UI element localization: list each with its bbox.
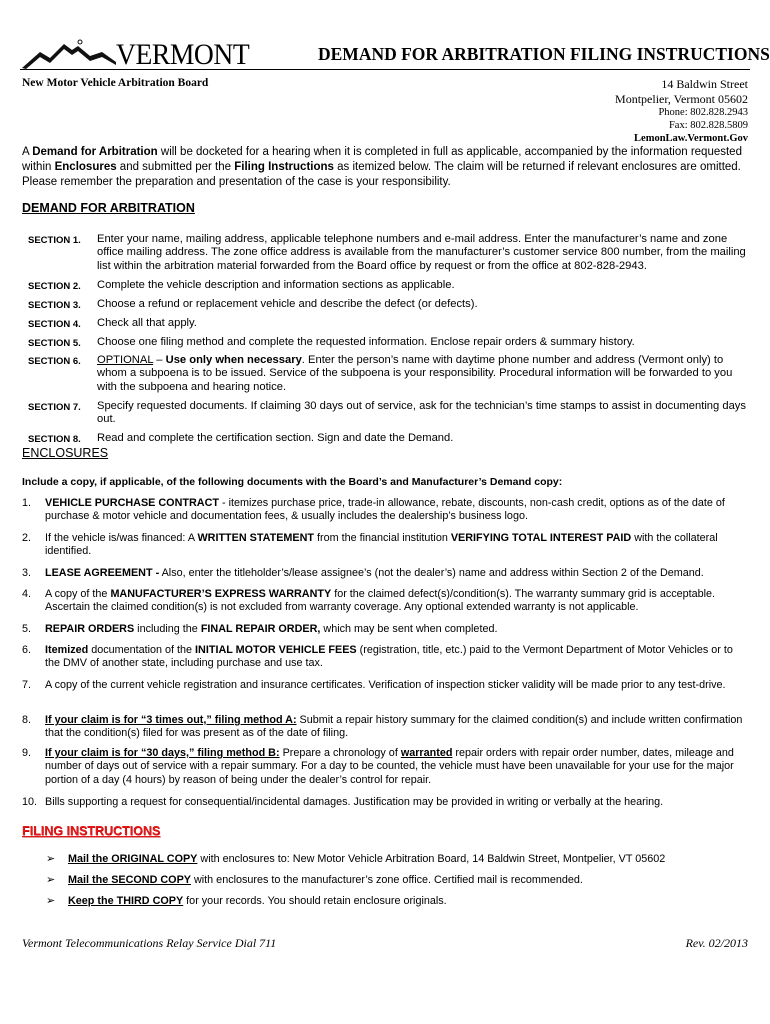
enclosures-heading: ENCLOSURES (22, 446, 109, 460)
item-bold: Keep the THIRD COPY (68, 895, 184, 907)
list-item (22, 679, 750, 714)
demand-sections (28, 233, 748, 448)
intro-enclosures-term: Enclosures (54, 161, 117, 173)
section-row (28, 298, 748, 317)
item-body: repair orders with repair order number, dates, mileage and number of days out of service with a repair summary. For a day to be counted, the vehicle must have been unavailable for your use for the major portion of a day (4 hours) by reason of being under the dealer’s control for repair. (45, 747, 734, 786)
section-label: SECTION 6. (28, 356, 81, 367)
section-row (28, 279, 748, 298)
board-name: New Motor Vehicle Arbitration Board (22, 77, 209, 89)
item-number: 3. (22, 567, 32, 579)
item-body: A copy of the (45, 588, 111, 600)
item-body: for your records. You should retain enclosure originals. (183, 895, 447, 907)
fax-number: Fax: 802.828.5809 (668, 119, 748, 131)
list-item (22, 747, 750, 796)
section-text: Choose a refund or replacement vehicle and describe the defect (or defects). (97, 298, 478, 310)
item-text (68, 853, 746, 874)
item-bold: Mail the ORIGINAL COPY (68, 853, 198, 865)
item-text (45, 714, 750, 747)
page-title: DEMAND FOR ARBITRATION FILING INSTRUCTIONS (318, 44, 770, 64)
intro-demand-term: Demand for Arbitration (32, 146, 158, 158)
section-label: SECTION 1. (28, 235, 81, 246)
item-body: including the (134, 623, 201, 635)
demand-heading: DEMAND FOR ARBITRATION (22, 201, 195, 215)
section-text: Enter your name, mailing address, applicable telephone numbers and e-mail address. Enter the manufacturer’s name and zone office mailing address. The zone office address is available from the manufacturer’s customer service 800 number, from the mailing list within the arbitration material forwarded from the Board office by request or from the office at 802-828-2943. (97, 233, 746, 272)
list-item (46, 853, 746, 874)
vermont-logo (20, 38, 250, 72)
footer-revision: Rev. 02/2013 (685, 936, 748, 950)
enclosures-list (22, 497, 750, 816)
section-label: SECTION 3. (28, 300, 81, 311)
item-body: (registration, title, etc.) paid to the Vermont Department of Motor Vehicles or to the DMV of another state, including purchase and use tax. (45, 644, 733, 670)
item-bold: Mail the SECOND COPY (68, 874, 191, 886)
item-bold: WRITTEN STATEMENT (197, 532, 315, 544)
list-item (22, 623, 750, 644)
section-text: Read and complete the certification section. Sign and date the Demand. (97, 432, 454, 444)
item-body: for the claimed defect(s)/condition(s). The warranty summary grid is acceptable. Ascertain the claimed condition(s) is not excluded from warranty coverage. Any optional extended warranty is not applicable. (45, 588, 716, 614)
intro-text: will be docketed for a hearing when it is completed in full as applicable, accompanied by the information requested within (22, 146, 742, 173)
item-text (45, 644, 750, 679)
item-bold: VEHICLE PURCHASE CONTRACT (45, 497, 219, 509)
intro-filing-term: Filing Instructions (234, 161, 334, 173)
address-city: Montpelier, Vermont 05602 (615, 92, 748, 106)
item-number: 9. (22, 747, 32, 759)
list-item (22, 532, 750, 567)
section-row (28, 400, 748, 432)
arrow-bullet-icon: ➢ (46, 853, 56, 865)
item-number: 7. (22, 679, 32, 691)
item-number: 5. (22, 623, 32, 635)
section-text: Specify requested documents. If claiming 30 days out of service, ask for the technician’s time stamps to assist in documenting days out. (97, 400, 746, 426)
item-text (45, 747, 750, 796)
item-bold: Itemized (45, 644, 89, 656)
logo-text: VERMONT (116, 38, 250, 71)
list-item (46, 874, 746, 895)
section-label: SECTION 8. (28, 434, 81, 445)
intro-paragraph (22, 145, 750, 190)
intro-text: as itemized below. The claim will be returned if relevant enclosures are omitted. Please remember the preparation and presentation of the case is your responsibility. (22, 161, 741, 188)
section-text: Complete the vehicle description and information sections as applicable. (97, 279, 455, 291)
item-text (45, 532, 750, 567)
arrow-bullet-icon: ➢ (46, 895, 56, 907)
intro-text: A (22, 146, 33, 158)
section-text: Check all that apply. (97, 317, 197, 329)
address-street: 14 Baldwin Street (661, 77, 748, 91)
section-row (28, 317, 748, 336)
optional-emphasis: Use only when necessary (165, 354, 302, 366)
list-item (46, 895, 746, 916)
item-bold: If your claim is for “30 days,” filing method B: (45, 747, 280, 759)
board-address (615, 77, 748, 145)
section-text: Choose one filing method and complete the requested information. Enclose repair orders & summary history. (97, 336, 635, 348)
item-number: 10. (22, 796, 38, 808)
section-label: SECTION 4. (28, 319, 81, 330)
section-label: SECTION 5. (28, 338, 81, 349)
enclosures-intro: Include a copy, if applicable, of the following documents with the Board’s and Manufacturer’s Demand copy: (22, 476, 563, 488)
section-body: . Enter the person’s name with daytime phone number and address (Vermont only) to whom a subpoena is to be issued. Service of the subpoena is your responsibility. Procedural information will be forwarded to you with the subpoena and hearing notice. (97, 354, 733, 393)
item-body: with the collateral identified. (45, 532, 718, 558)
section-row (28, 336, 748, 354)
list-item (22, 497, 750, 532)
list-item (22, 796, 750, 816)
item-bold: REPAIR ORDERS (45, 623, 135, 635)
section-row (28, 354, 748, 400)
item-text (68, 874, 746, 895)
item-number: 8. (22, 714, 32, 726)
item-bold: LEASE AGREEMENT - (45, 567, 160, 579)
arrow-bullet-icon: ➢ (46, 874, 56, 886)
dash-text: – (153, 354, 166, 366)
header-divider (20, 69, 750, 70)
filing-list (46, 853, 746, 916)
item-body: Prepare a chronology of (279, 747, 401, 759)
section-label: SECTION 2. (28, 281, 81, 292)
section-row (28, 432, 748, 448)
item-body: from the financial institution (314, 532, 451, 544)
item-body: documentation of the (88, 644, 196, 656)
item-bold: warranted (400, 747, 453, 759)
item-bold: If your claim is for “3 times out,” filing method A: (45, 714, 297, 726)
item-text (45, 497, 750, 532)
list-item (22, 714, 750, 747)
item-text (45, 623, 750, 644)
list-item (22, 567, 750, 588)
list-item (22, 588, 750, 623)
item-number: 4. (22, 588, 32, 600)
section-text (97, 354, 748, 400)
item-text (68, 895, 746, 916)
item-text: A copy of the current vehicle registration and insurance certificates. Verification of inspection sticker validity will be made prior to any test-drive. (45, 679, 726, 691)
filing-heading: FILING INSTRUCTIONS (22, 824, 161, 838)
item-body: which may be sent when completed. (320, 623, 498, 635)
item-number: 6. (22, 644, 32, 656)
footer-relay-service: Vermont Telecommunications Relay Service Dial 711 (22, 936, 277, 950)
section-row (28, 233, 748, 279)
item-body: If the vehicle is/was financed: A (45, 532, 198, 544)
item-body: with enclosures to: New Motor Vehicle Arbitration Board, 14 Baldwin Street, Montpelier, VT 05602 (197, 853, 666, 865)
item-body: with enclosures to the manufacturer’s zone office. Certified mail is recommended. (190, 874, 583, 886)
item-number: 2. (22, 532, 32, 544)
item-bold: FINAL REPAIR ORDER, (200, 623, 321, 635)
phone-number: Phone: 802.828.2943 (658, 107, 748, 118)
item-body: Also, enter the titleholder’s/lease assignee’s (not the dealer’s) name and address within Section 2 of the Demand. (159, 567, 704, 579)
item-text (45, 588, 750, 623)
item-bold: VERIFYING TOTAL INTEREST PAID (450, 532, 632, 544)
optional-label: OPTIONAL (97, 354, 154, 366)
mountain-logo-icon (20, 38, 120, 72)
list-item (22, 644, 750, 679)
item-bold: MANUFACTURER’S EXPRESS WARRANTY (110, 588, 332, 600)
item-text: Bills supporting a request for consequential/incidental damages. Justification may be provided in writing or verbally at the hearing. (45, 796, 664, 808)
item-body: Submit a repair history summary for the claimed condition(s) and include written confirmation that the condition(s) filed for was present as of the date of filing. (45, 714, 743, 740)
item-number: 1. (22, 497, 32, 509)
item-body: - itemizes purchase price, trade-in allowance, rebate, discounts, non-cash credit, options as of the date of purchase & motor vehicle and documentation fees, & usually includes the dealership’s business logo. (45, 497, 725, 523)
item-text (45, 567, 750, 588)
section-label: SECTION 7. (28, 402, 81, 413)
website-link[interactable]: LemonLaw.Vermont.Gov (634, 133, 748, 144)
item-bold: INITIAL MOTOR VEHICLE FEES (195, 644, 357, 656)
intro-text: and submitted per the (116, 161, 235, 173)
